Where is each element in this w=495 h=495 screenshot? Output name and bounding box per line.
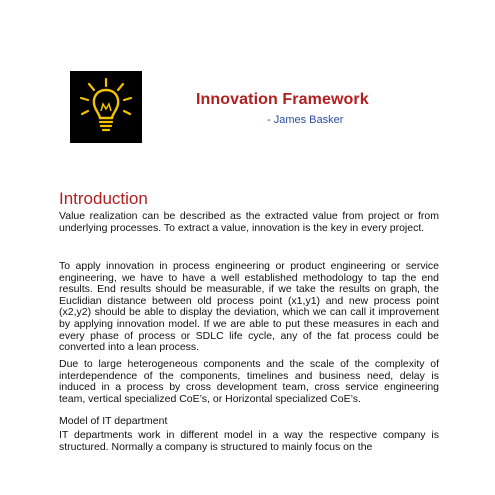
section-heading: Introduction <box>59 189 148 208</box>
author-line: - James Basker <box>267 114 344 126</box>
paragraph-complexity: Due to large heterogeneous components and the scale of the complexity of interdependence of the components, timelines and business need, delay is induced in a process by cross development team, cross service engineering team, vertical specialized CoE’s, or Horizontal specialized CoE’s. <box>59 358 439 405</box>
paragraph-value-realization: Value realization can be described as the extracted value from project or from underlying processes. To extract a value, innovation is the key in every project. <box>59 210 439 234</box>
lightbulb-icon <box>70 71 142 143</box>
paragraph-applying-innovation: To apply innovation in process engineering or product engineering or service engineering, we have to have a well established methodology to tap the end results. End results should be measurable, if we take the results on graph, the Euclidian distance between old process point (x1,y1) and new process point (x2,y2) should be able to display the deviation, which we can call it improvement by applying innovation model. If we are able to put these measures in each and every phase of process or SDLC life cycle, any of the fat process could be converted into a lean process. <box>59 260 439 354</box>
subheading-it-model: Model of IT department <box>59 415 168 427</box>
paragraph-it-departments: IT departments work in different model in a way the respective company is structured. Normally a company is structured to mainly focus on the <box>59 429 439 453</box>
document-title: Innovation Framework <box>196 91 369 108</box>
